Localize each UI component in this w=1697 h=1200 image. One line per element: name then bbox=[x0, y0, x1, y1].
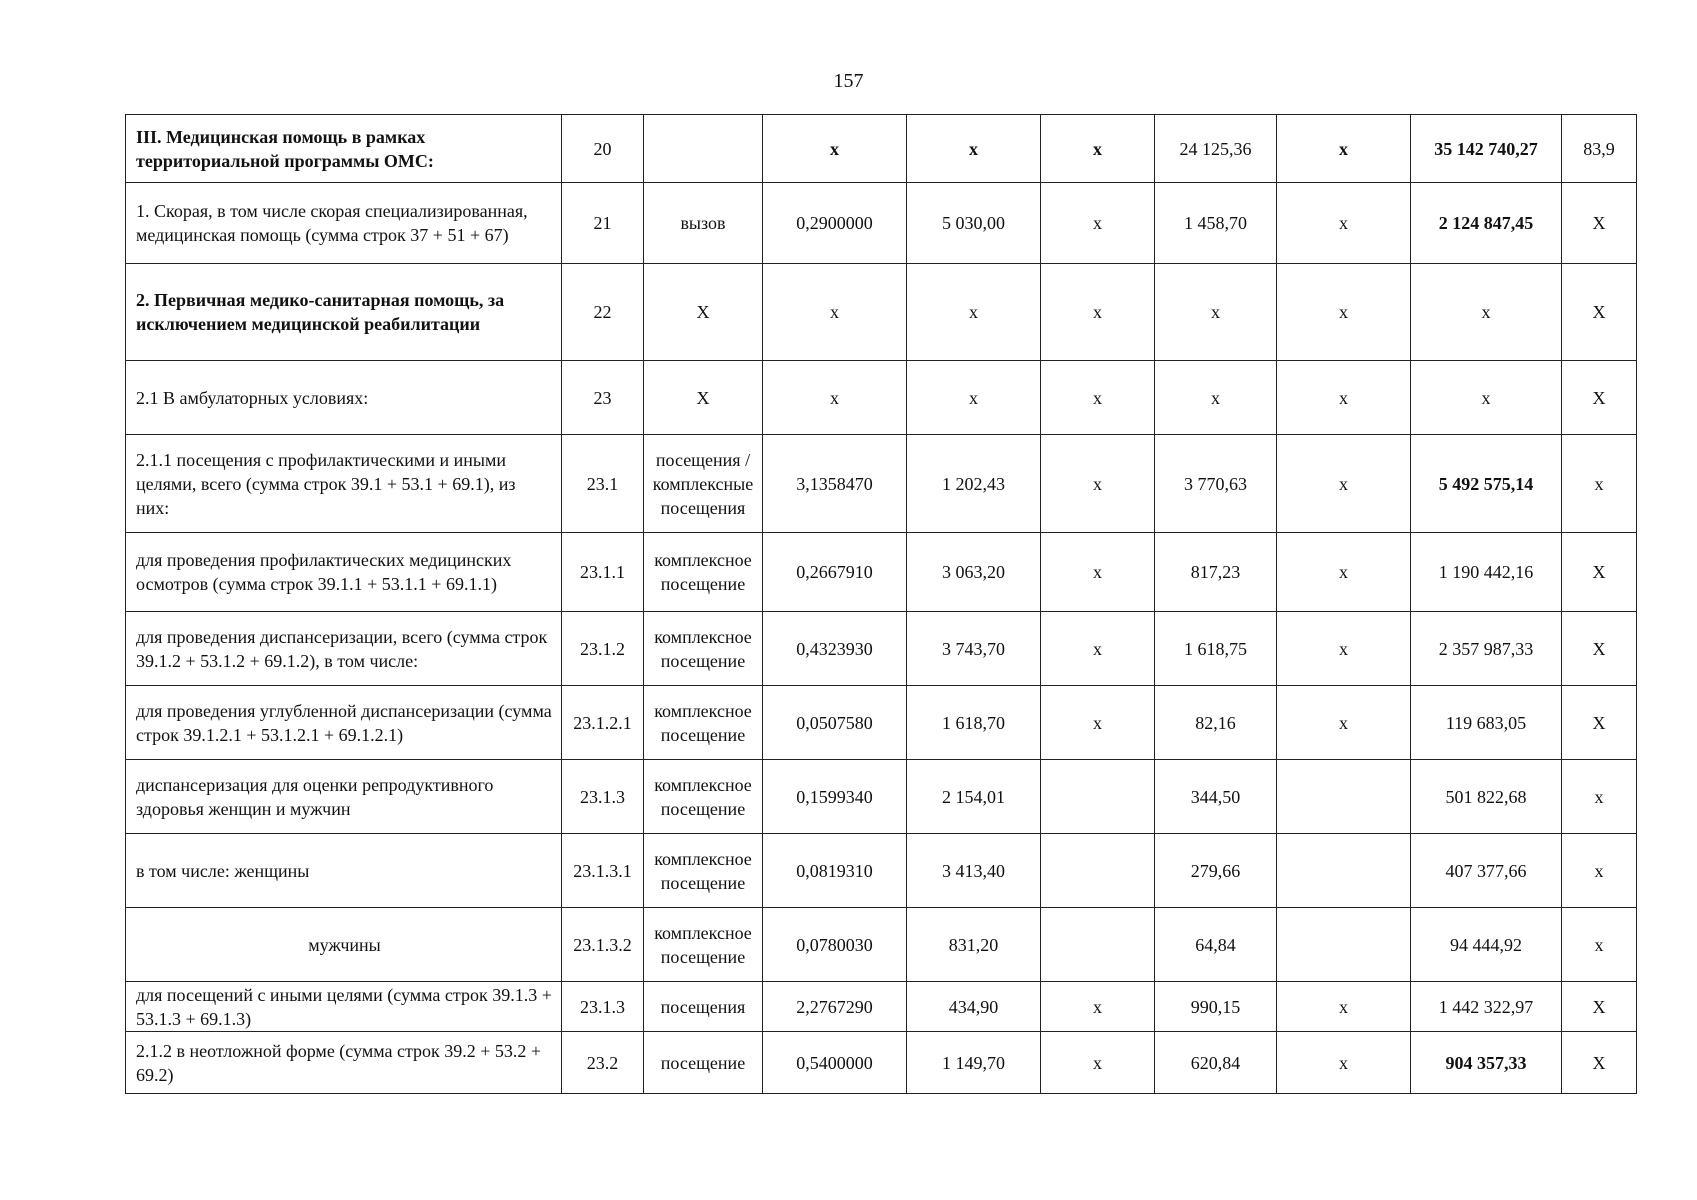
row-value: 1 618,70 bbox=[907, 686, 1041, 760]
row-value: Х bbox=[1562, 612, 1637, 686]
row-value: 0,4323930 bbox=[763, 612, 907, 686]
row-value: 3 413,40 bbox=[907, 834, 1041, 908]
row-total: 407 377,66 bbox=[1411, 834, 1562, 908]
row-value: 0,0819310 bbox=[763, 834, 907, 908]
row-value: 0,2667910 bbox=[763, 533, 907, 612]
row-value: 3,1358470 bbox=[763, 435, 907, 533]
row-value: х bbox=[1041, 1032, 1155, 1094]
row-code: 21 bbox=[562, 183, 644, 264]
row-total: 35 142 740,27 bbox=[1411, 115, 1562, 183]
row-name: для проведения диспансеризации, всего (сумма строк 39.1.2 + 53.1.2 + 69.1.2), в том числе: bbox=[126, 612, 562, 686]
row-unit: комплексное посещение bbox=[644, 908, 763, 982]
row-value: х bbox=[907, 361, 1041, 435]
row-code: 23.1.3.2 bbox=[562, 908, 644, 982]
row-total: 2 124 847,45 bbox=[1411, 183, 1562, 264]
row-unit: комплексное посещение bbox=[644, 834, 763, 908]
row-value: 5 030,00 bbox=[907, 183, 1041, 264]
row-value: Х bbox=[1562, 982, 1637, 1032]
row-value: х bbox=[1041, 982, 1155, 1032]
row-value: 817,23 bbox=[1155, 533, 1277, 612]
table-row bbox=[126, 908, 1637, 982]
row-value: Х bbox=[1562, 183, 1637, 264]
row-value: 0,2900000 bbox=[763, 183, 907, 264]
row-code: 23 bbox=[562, 361, 644, 435]
row-value: х bbox=[763, 115, 907, 183]
row-value: 0,5400000 bbox=[763, 1032, 907, 1094]
row-value: х bbox=[1277, 533, 1411, 612]
table-row bbox=[126, 612, 1637, 686]
row-value bbox=[1277, 760, 1411, 834]
row-value: 1 149,70 bbox=[907, 1032, 1041, 1094]
row-value: 64,84 bbox=[1155, 908, 1277, 982]
row-unit: вызов bbox=[644, 183, 763, 264]
row-value: 620,84 bbox=[1155, 1032, 1277, 1094]
row-value: Х bbox=[1562, 1032, 1637, 1094]
row-unit: комплексное посещение bbox=[644, 612, 763, 686]
row-code: 23.1 bbox=[562, 435, 644, 533]
table-row bbox=[126, 834, 1637, 908]
row-code: 23.1.3.1 bbox=[562, 834, 644, 908]
row-value bbox=[1041, 908, 1155, 982]
row-total: 94 444,92 bbox=[1411, 908, 1562, 982]
row-value: 2 154,01 bbox=[907, 760, 1041, 834]
program-table bbox=[125, 114, 1637, 1094]
row-value: х bbox=[1155, 361, 1277, 435]
row-value: х bbox=[1041, 361, 1155, 435]
table-row bbox=[126, 760, 1637, 834]
row-value: Х bbox=[1562, 533, 1637, 612]
row-value bbox=[1041, 834, 1155, 908]
row-value bbox=[1041, 760, 1155, 834]
row-value: х bbox=[1277, 264, 1411, 361]
row-value: 990,15 bbox=[1155, 982, 1277, 1032]
row-code: 23.1.1 bbox=[562, 533, 644, 612]
row-code: 23.2 bbox=[562, 1032, 644, 1094]
row-value: 344,50 bbox=[1155, 760, 1277, 834]
row-unit: комплексное посещение bbox=[644, 533, 763, 612]
row-unit: Х bbox=[644, 361, 763, 435]
row-code: 23.1.3 bbox=[562, 760, 644, 834]
row-code: 23.1.2.1 bbox=[562, 686, 644, 760]
row-value: Х bbox=[1562, 686, 1637, 760]
row-unit bbox=[644, 115, 763, 183]
row-name: диспансеризация для оценки репродуктивного здоровья женщин и мужчин bbox=[126, 760, 562, 834]
row-value: х bbox=[1277, 686, 1411, 760]
row-name: для посещений с иными целями (сумма строк 39.1.3 + 53.1.3 + 69.1.3) bbox=[126, 982, 562, 1032]
row-value bbox=[1277, 908, 1411, 982]
row-value: х bbox=[763, 361, 907, 435]
row-unit: посещения bbox=[644, 982, 763, 1032]
row-value: х bbox=[1562, 834, 1637, 908]
row-name: 2.1.1 посещения с профилактическими и иными целями, всего (сумма строк 39.1 + 53.1 + 69.1), из них: bbox=[126, 435, 562, 533]
row-total: 1 442 322,97 bbox=[1411, 982, 1562, 1032]
row-value: 1 618,75 bbox=[1155, 612, 1277, 686]
row-unit: комплексное посещение bbox=[644, 686, 763, 760]
row-value: х bbox=[1277, 1032, 1411, 1094]
row-value: х bbox=[1277, 361, 1411, 435]
row-value: х bbox=[1041, 533, 1155, 612]
row-value: 83,9 bbox=[1562, 115, 1637, 183]
row-total: х bbox=[1411, 264, 1562, 361]
row-value: х bbox=[1041, 686, 1155, 760]
table-row bbox=[126, 533, 1637, 612]
table-row bbox=[126, 264, 1637, 361]
row-name: 1. Скорая, в том числе скорая специализированная, медицинская помощь (сумма строк 37 + 51 + 67) bbox=[126, 183, 562, 264]
row-value: 279,66 bbox=[1155, 834, 1277, 908]
row-value: 3 743,70 bbox=[907, 612, 1041, 686]
row-value: х bbox=[763, 264, 907, 361]
table-row bbox=[126, 1032, 1637, 1094]
row-value: х bbox=[1277, 612, 1411, 686]
row-value: Х bbox=[1562, 264, 1637, 361]
table-row bbox=[126, 982, 1637, 1032]
row-value: 82,16 bbox=[1155, 686, 1277, 760]
row-code: 20 bbox=[562, 115, 644, 183]
row-total: 119 683,05 bbox=[1411, 686, 1562, 760]
row-total: 2 357 987,33 bbox=[1411, 612, 1562, 686]
row-value: 0,0507580 bbox=[763, 686, 907, 760]
row-total: х bbox=[1411, 361, 1562, 435]
row-name: для проведения углубленной диспансеризации (сумма строк 39.1.2.1 + 53.1.2.1 + 69.1.2.1) bbox=[126, 686, 562, 760]
row-value: х bbox=[1562, 908, 1637, 982]
row-value: х bbox=[1562, 760, 1637, 834]
row-code: 23.1.2 bbox=[562, 612, 644, 686]
row-unit: посещения /комплексные посещения bbox=[644, 435, 763, 533]
row-value: х bbox=[1277, 435, 1411, 533]
table-row bbox=[126, 115, 1637, 183]
row-value: х bbox=[1041, 435, 1155, 533]
row-code: 22 bbox=[562, 264, 644, 361]
row-value: 3 063,20 bbox=[907, 533, 1041, 612]
row-value: х bbox=[907, 115, 1041, 183]
row-value: 831,20 bbox=[907, 908, 1041, 982]
row-value: х bbox=[1277, 115, 1411, 183]
row-value: 2,2767290 bbox=[763, 982, 907, 1032]
row-value: 24 125,36 bbox=[1155, 115, 1277, 183]
row-value: х bbox=[1277, 183, 1411, 264]
row-value: 0,0780030 bbox=[763, 908, 907, 982]
row-value: 1 458,70 bbox=[1155, 183, 1277, 264]
row-value: 3 770,63 bbox=[1155, 435, 1277, 533]
row-value: 0,1599340 bbox=[763, 760, 907, 834]
row-unit: комплексное посещение bbox=[644, 760, 763, 834]
row-value: х bbox=[1041, 183, 1155, 264]
row-name: III. Медицинская помощь в рамках территориальной программы ОМС: bbox=[126, 115, 562, 183]
table-row bbox=[126, 435, 1637, 533]
row-value: х bbox=[1277, 982, 1411, 1032]
row-value: Х bbox=[1562, 361, 1637, 435]
row-total: 5 492 575,14 bbox=[1411, 435, 1562, 533]
row-value: 434,90 bbox=[907, 982, 1041, 1032]
table-row bbox=[126, 361, 1637, 435]
row-value: 1 202,43 bbox=[907, 435, 1041, 533]
row-name: в том числе: женщины bbox=[126, 834, 562, 908]
row-name: 2. Первичная медико-санитарная помощь, за исключением медицинской реабилитации bbox=[126, 264, 562, 361]
row-value: х bbox=[1041, 612, 1155, 686]
row-total: 501 822,68 bbox=[1411, 760, 1562, 834]
table-row bbox=[126, 183, 1637, 264]
row-value: х bbox=[1041, 115, 1155, 183]
row-name: для проведения профилактических медицинских осмотров (сумма строк 39.1.1 + 53.1.1 + 69.1.1) bbox=[126, 533, 562, 612]
table-row bbox=[126, 686, 1637, 760]
row-unit: Х bbox=[644, 264, 763, 361]
row-name: 2.1 В амбулаторных условиях: bbox=[126, 361, 562, 435]
row-value bbox=[1277, 834, 1411, 908]
row-value: х bbox=[1562, 435, 1637, 533]
row-value: х bbox=[1155, 264, 1277, 361]
page-number: 157 bbox=[833, 70, 864, 92]
row-total: 904 357,33 bbox=[1411, 1032, 1562, 1094]
row-value: х bbox=[1041, 264, 1155, 361]
row-unit: посещение bbox=[644, 1032, 763, 1094]
row-name: мужчины bbox=[126, 908, 562, 982]
row-name: 2.1.2 в неотложной форме (сумма строк 39.2 + 53.2 + 69.2) bbox=[126, 1032, 562, 1094]
row-code: 23.1.3 bbox=[562, 982, 644, 1032]
row-value: х bbox=[907, 264, 1041, 361]
row-total: 1 190 442,16 bbox=[1411, 533, 1562, 612]
